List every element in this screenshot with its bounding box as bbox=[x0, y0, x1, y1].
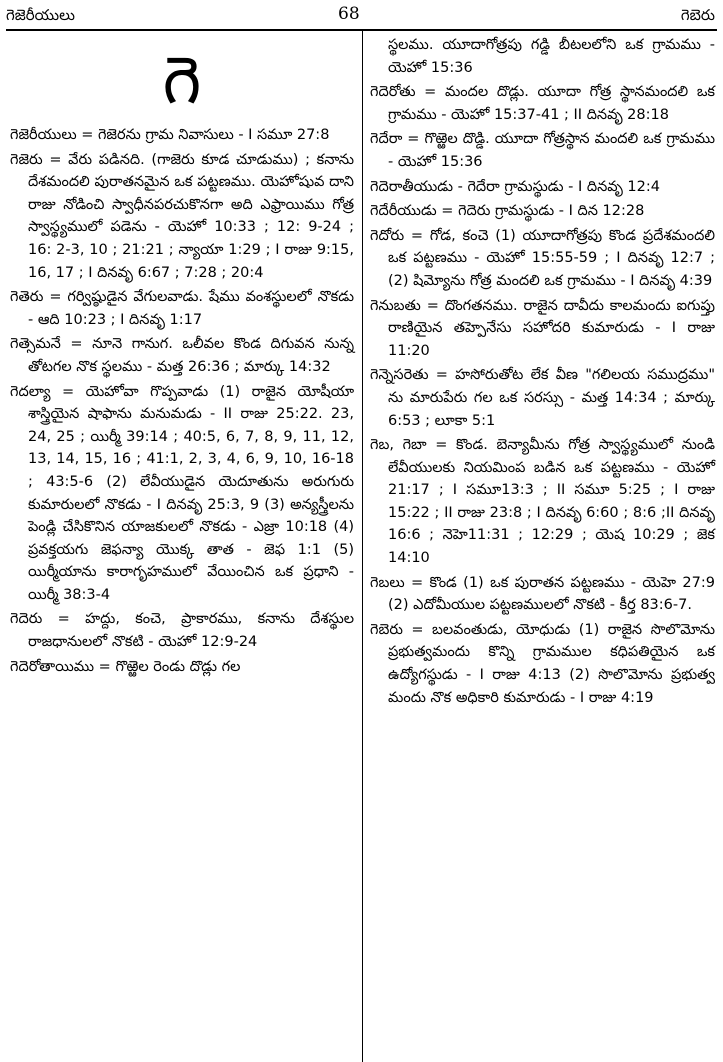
entry-geberu: గెబెరు = బలవంతుడు, యోధుడు (1) రాజైన సొలొమోను ప్రభుత్వమందు కొన్ని గ్రామముల కధిపతియైన ఒక ఉద్యోగస్థుడు - I రాజు 4:13 (2) సొలొమోను ప్రభుత్వ మందు నొక అధికారి కుమారుడు - I రాజు 4:19 bbox=[370, 621, 715, 706]
entry-gederatiyudu: గెదెరాతీయుడు - గెదేరా గ్రామస్థుడు - I దినవృ 12:4 bbox=[370, 178, 660, 195]
page-header bbox=[0, 0, 723, 30]
entry-continuation: స్థలము. యూదాగోత్రపు గడ్డి బీటలలోని ఒక గ్రామము - యెహో 15:36 bbox=[388, 37, 715, 76]
entry-gedalya: గెదల్యా = యెహోవా గొప్పవాడు (1) రాజైన యోషీయా శాస్త్రియైన షాఫాను మనుమడు - II రాజు 25:22. 23, 24, 25 ; యిర్మీ 39:14 ; 40:5, 6, 7, 8, 9, 11, 12, 13, 14, 15, 16 ; 41:1, 2, 3, 4, 6, 9, 10, 16-18 ; 43:5-6 (2) లేవీయుడైన యెదూతును అరుగురు కుమారులలో నొకడు - I దినవృ 25:3, 9 (3) అన్యస్త్రీలను పెండ్లి చేసికొనిన యాజకులలో నొకడు - ఎజ్రా 10:18 (4) ప్రవక్తయగు జెఫన్యా యొక్క తాత - జెఫ 1:1 (5) యిర్మీయాను కారాగృహములో వేయించిన ఒక ప్రధాని - యిర్మీ 38:3-4 bbox=[10, 383, 354, 603]
entry-genubatu: గెనుబతు = దొంగతనము. రాజైన దావీదు కాలమందు ఐగుప్తు రాణియైన తహ్పెనేసు సహోదరి కుమారుడు - I రాజు 11:20 bbox=[370, 297, 715, 359]
entry-gederiyudu: గెదేరీయుడు = గెదెరు గ్రామస్థుడు - I దిన 12:28 bbox=[370, 203, 645, 220]
entry-gederotayimu: గెదెరోతాయిము = గొఱ్ఱెల రెండు దొడ్లు గల bbox=[10, 658, 241, 675]
entry-gedera: గెదేరా = గొఱ్ఱెల దొడ్డి. యూదా గోత్రస్థాన మందలి ఒక గ్రామము - యెహో 15:36 bbox=[370, 131, 715, 170]
column-divider bbox=[362, 31, 363, 1062]
entry-gennesaretu: గెన్నెసరెతు = హసోరుతోట లేక వీణ "గలిలయ సముద్రము" ను మారుపేరు గల ఒక సరస్సు - మత్త 14:34 ; మార్కు 6:53 ; లూకా 5:1 bbox=[370, 367, 715, 429]
page-number: 68 bbox=[338, 4, 360, 24]
entry-gedoru: గెదోరు = గోడ, కంచె (1) యూదాగోత్రపు కొండ ప్రదేశమందలి ఒక పట్టణము - యెహో 15:55-59 ; I దినవృ 12:7 ; (2) షిమ్యోను గోత్ర మందలి ఒక గ్రామము - I దినవృ 4:39 bbox=[370, 227, 715, 289]
entry-gejeru: గెజెరు = వేరు పడినది. (గాజెరు కూడ చూడుము) ; కనాను దేశమందలి పురాతనమైన ఒక పట్టణము. యెహోషువ దాని రాజు నోడించి స్వాధీనపరచుకొనగా అది ఎఫ్రాయిము గోత్ర స్వాస్థ్యములో పడెను - యెహో 10:33 ; 12: 9-24 ; 16: 2-3, 10 ; 21:21 ; న్యాయా 1:29 ; I రాజు 9:15, 16, 17 ; I దినవృ 6:67 ; 7:28 ; 20:4 bbox=[10, 151, 354, 281]
entry-gejeriyulu: గెజెరీయులు = గెజెరను గ్రామ నివాసులు - I సమూ 27:8 bbox=[10, 127, 330, 143]
header-right-guideword: గెబెరు bbox=[680, 6, 715, 24]
left-column bbox=[10, 34, 354, 680]
section-letter: గె bbox=[162, 42, 202, 119]
entry-gebalu: గెబలు = కొండ (1) ఒక పురాతన పట్టణము - యెహె 27:9 (2) ఎదోమీయుల పట్టణములలో నొకటి - కీర్త 83:6-7. bbox=[370, 574, 715, 614]
entry-geteru: గెతెరు = గర్విష్ఠుడైన వేగులవాడు. షేము వంశస్థులలో నొకడు - ఆది 10:23 ; I దినవృ 1:17 bbox=[10, 289, 354, 328]
entry-gederu: గెదెరు = హద్దు, కంచె, ప్రాకారము, కనాను దేశస్థుల రాజధానులలో నొకటి - యెహో 12:9-24 bbox=[10, 611, 354, 651]
right-column bbox=[370, 34, 715, 711]
entry-getsemane: గెత్సెమనే = నూనె గానుగ. ఒలీవల కొండ దిగువన నున్న తోటగల నొక స్థలము - మత్త 26:36 ; మార్కు 14:32 bbox=[10, 336, 354, 375]
entry-geba: గెబ, గెబా = కొండ. బెన్యామీను గోత్ర స్వాస్థ్యములో నుండి లేవీయులకు నియమింప బడిన ఒక పట్టణము - యెహో 21:17 ; I సమూ13:3 ; II సమూ 5:25 ; I రాజు 15:22 ; II రాజు 23:8 ; I దినవృ 6:60 ; 8:6 ;II దినవృ 16:6 ; నెహె11:31 ; 12:29 ; యెష 10:29 ; జెక 14:10 bbox=[370, 437, 715, 567]
entry-gederotu: గెదెరోతు = మందల దొడ్లు. యూదా గోత్ర స్థానమందలి ఒక గ్రామము - యెహో 15:37-41 ; II దినవృ 28:18 bbox=[370, 84, 715, 123]
header-left-guideword: గెజెరీయులు bbox=[6, 6, 75, 24]
